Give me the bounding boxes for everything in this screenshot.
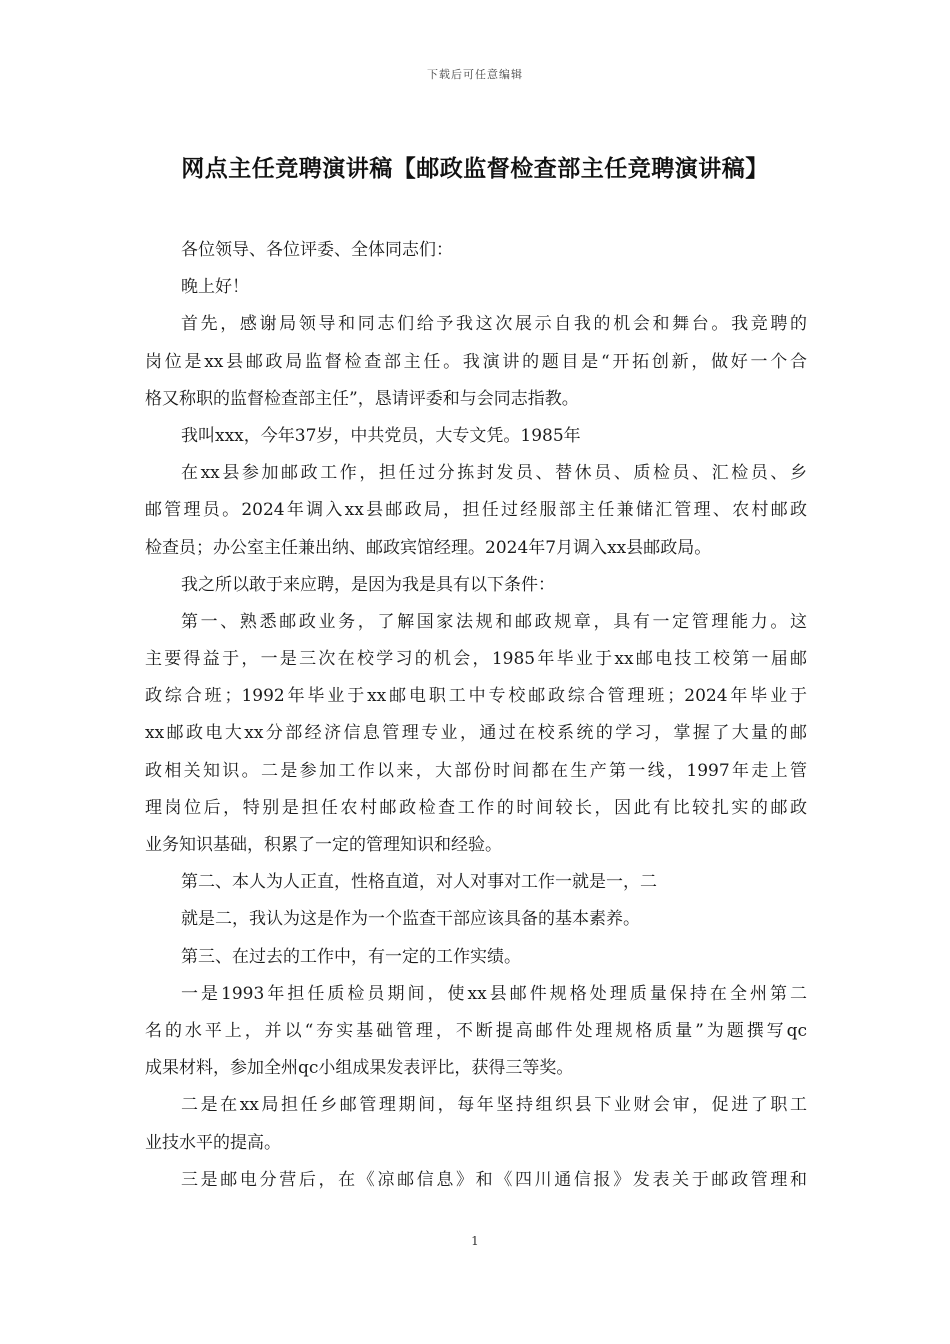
text-line: 二是在xx局担任乡邮管理期间，每年坚持组织县下业财会审，促进了职工 <box>181 1095 807 1116</box>
document-title: 网点主任竞聘演讲稿【邮政监督检查部主任竞聘演讲稿】 <box>181 155 769 182</box>
text-line: 检查员；办公室主任兼出纳、邮政宾馆经理。2024年7月调入xx县邮政局。 <box>145 537 712 558</box>
page-number: 1 <box>471 1234 479 1248</box>
text-line: 在xx县参加邮政工作，担任过分拣封发员、替休员、质检员、汇检员、乡 <box>181 463 807 484</box>
header-note: 下载后可任意编辑 <box>427 68 523 81</box>
text-line: 第三、在过去的工作中，有一定的工作实绩。 <box>181 946 521 967</box>
text-line: 晚上好！ <box>181 277 249 298</box>
text-line: xx邮政电大xx分部经济信息管理专业，通过在校系统的学习，掌握了大量的邮 <box>145 723 807 744</box>
text-line: 邮管理员。2024年调入xx县邮政局，担任过经服部主任兼储汇管理、农村邮政 <box>145 500 807 521</box>
text-line: 成果材料，参加全州qc小组成果发表评比，获得三等奖。 <box>145 1058 574 1079</box>
text-line: 我之所以敢于来应聘，是因为我是具有以下条件： <box>181 574 555 595</box>
text-line: 各位领导、各位评委、全体同志们： <box>181 240 453 260</box>
text-line: 第二、本人为人正直，性格直道，对人对事对工作一就是一，二 <box>181 872 657 893</box>
text-line: 首先，感谢局领导和同志们给予我这次展示自我的机会和舞台。我竞聘的 <box>181 314 807 335</box>
text-line: 业技水平的提高。 <box>145 1132 281 1153</box>
text-line: 就是二，我认为这是作为一个监查干部应该具备的基本素养。 <box>181 909 640 930</box>
document-body <box>145 232 807 1199</box>
text-line: 理岗位后，特别是担任农村邮政检查工作的时间较长，因此有比较扎实的邮政 <box>145 797 807 818</box>
text-line: 政综合班；1992年毕业于xx邮电职工中专校邮政综合管理班；2024年毕业于 <box>145 686 807 707</box>
text-line: 政相关知识。二是参加工作以来，大部份时间都在生产第一线，1997年走上管 <box>145 760 807 781</box>
text-line: 主要得益于，一是三次在校学习的机会，1985年毕业于xx邮电技工校第一届邮 <box>145 649 807 670</box>
text-line: 格又称职的监督检查部主任”，恳请评委和与会同志指教。 <box>145 388 579 409</box>
text-line: 名的水平上，并以“夯实基础管理，不断提高邮件处理规格质量”为题撰写qc <box>145 1020 807 1041</box>
text-line: 岗位是xx县邮政局监督检查部主任。我演讲的题目是“开拓创新，做好一个合 <box>145 351 807 372</box>
text-line: 我叫xxx，今年37岁，中共党员，大专文凭。1985年 <box>181 425 581 446</box>
text-line: 第一、熟悉邮政业务，了解国家法规和邮政规章，具有一定管理能力。这 <box>181 611 807 632</box>
text-line: 三是邮电分营后，在《凉邮信息》和《四川通信报》发表关于邮政管理和 <box>181 1169 807 1190</box>
text-line: 业务知识基础，积累了一定的管理知识和经验。 <box>145 835 502 855</box>
text-line: 一是1993年担任质检员期间，使xx县邮件规格处理质量保持在全州第二 <box>181 983 807 1004</box>
